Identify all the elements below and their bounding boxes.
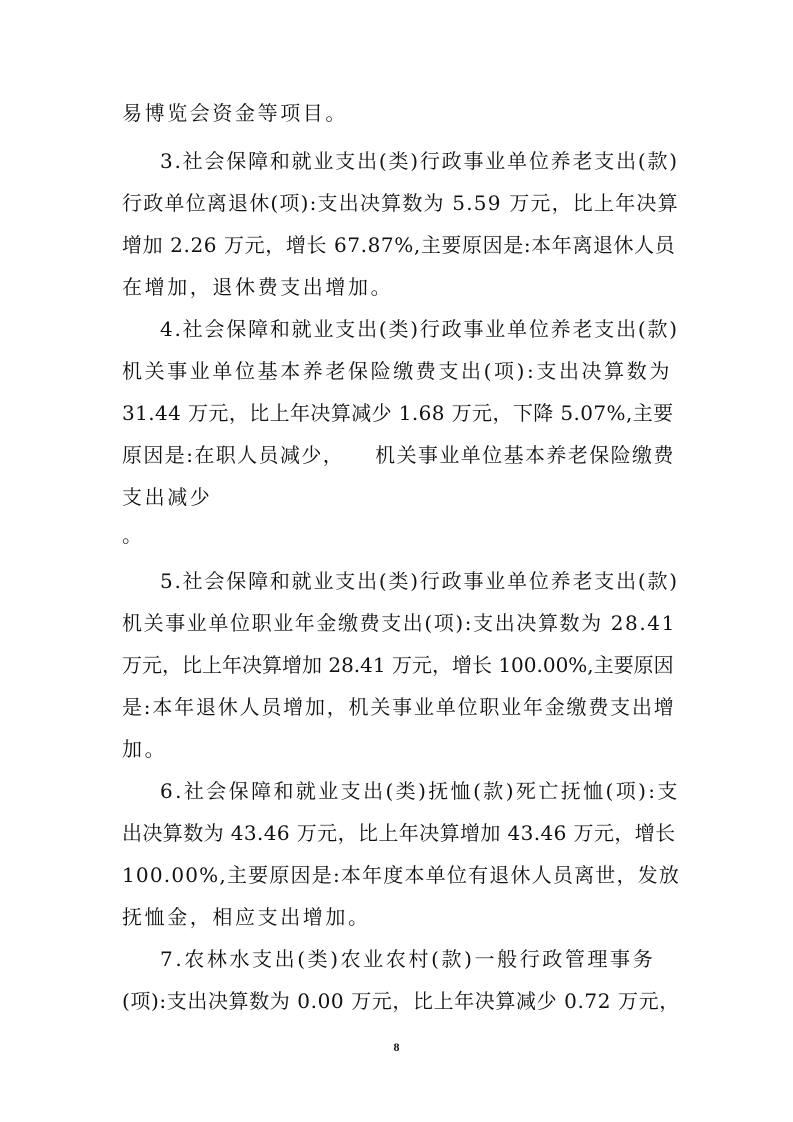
text-line: 原因是:在职人员减少， 机关事业单位基本养老保险缴费 bbox=[122, 443, 675, 467]
text-line: 。 bbox=[122, 523, 145, 547]
text-line: (项):支出决算数为 0.00 万元，比上年决算减少 0.72 万元， bbox=[122, 989, 680, 1013]
text-line: 3.社会保障和就业支出(类)行政事业单位养老支出(款) bbox=[160, 149, 679, 173]
text-line: 7.农林水支出(类)农业农村(款)一般行政管理事务 bbox=[160, 947, 656, 971]
text-line: 加。 bbox=[122, 737, 168, 761]
text-line: 行政单位离退休(项):支出决算数为 5.59 万元，比上年决算 bbox=[122, 191, 679, 215]
text-line: 支出减少 bbox=[122, 485, 213, 509]
text-line: 抚恤金，相应支出增加。 bbox=[122, 905, 371, 929]
page-number: 8 bbox=[393, 1040, 400, 1054]
text-line: 易博览会资金等项目。 bbox=[122, 101, 348, 125]
text-line: 在增加，退休费支出增加。 bbox=[122, 275, 394, 299]
text-line: 100.00%,主要原因是:本年度本单位有退休人员离世，发放 bbox=[122, 863, 681, 887]
text-line: 增加 2.26 万元，增长 67.87%,主要原因是:本年离退休人员 bbox=[122, 233, 676, 257]
text-line: 万元，比上年决算增加 28.41 万元，增长 100.00%,主要原因 bbox=[122, 653, 674, 677]
text-line: 5.社会保障和就业支出(类)行政事业单位养老支出(款) bbox=[160, 569, 679, 593]
text-line: 是:本年退休人员增加，机关事业单位职业年金缴费支出增 bbox=[122, 695, 676, 719]
text-line: 31.44 万元，比上年决算减少 1.68 万元，下降 5.07%,主要 bbox=[122, 401, 674, 425]
text-line: 6.社会保障和就业支出(类)抚恤(款)死亡抚恤(项):支 bbox=[160, 779, 680, 803]
text-line: 4.社会保障和就业支出(类)行政事业单位养老支出(款) bbox=[160, 317, 679, 341]
text-line: 出决算数为 43.46 万元，比上年决算增加 43.46 万元，增长 bbox=[122, 821, 676, 845]
text-line: 机关事业单位职业年金缴费支出(项):支出决算数为 28.41 bbox=[122, 611, 676, 635]
text-line: 机关事业单位基本养老保险缴费支出(项):支出决算数为 bbox=[122, 359, 672, 383]
